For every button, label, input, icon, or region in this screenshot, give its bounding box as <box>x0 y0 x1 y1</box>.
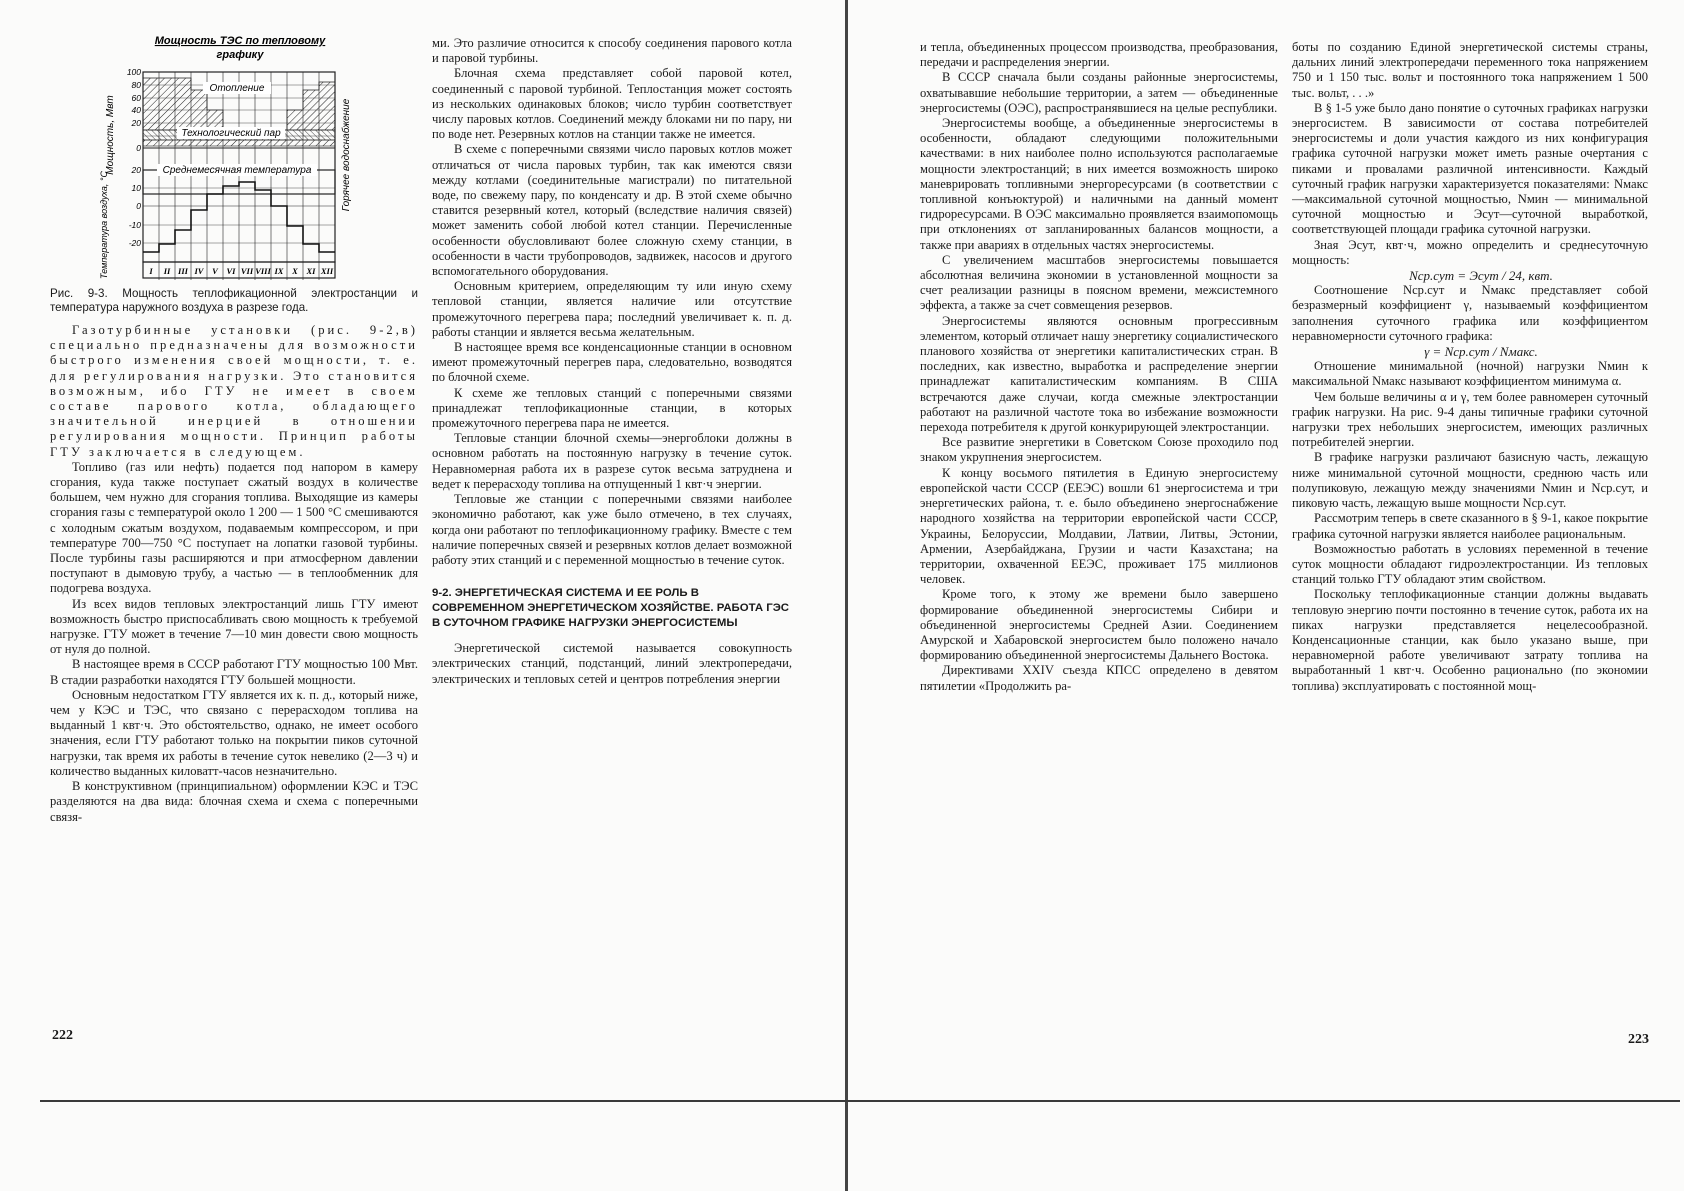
formula-avg-daily-power: Nср.сут = Эсут / 24, квт. <box>1409 268 1553 284</box>
temp-tick: 20 <box>131 165 141 175</box>
month-label: III <box>178 266 188 276</box>
paragraph: и тепла, объединенных процессом производства, преобразования, передачи и распределения энергии. <box>920 40 1278 70</box>
page-number-right: 223 <box>1628 1032 1649 1047</box>
paragraph: боты по созданию Единой энергетической системы страны, дальних линий электропередачи переменного тока напряжением 750 и 1 150 тыс. вольт и постоянного тока напряжением 1 500 тыс. вольт, . . .» <box>1292 40 1648 100</box>
month-label: VI <box>226 266 236 276</box>
paragraph: Энергосистемы являются основным прогрессивным элементом, который отличает нашу энергетику социалистического планового хозяйства от энергетики капиталистических стран. В последних, как известно, выработка и распределение энергии принадлежат капиталистическим компаниям. В США встречаются даже случаи, когда смежные электростанции работают на различной частоте тока во избежание возможности перехода потребителя к другой конкурирующей электростанции. <box>920 313 1278 435</box>
paragraph: Из всех видов тепловых электростанций лишь ГТУ имеют возможность быстро приспосабливать свою мощность к требуемой нагрузке. ГТУ может в течение 7—10 мин довести свою мощность от нуля до полной. <box>50 596 418 657</box>
temp-tick: -20 <box>128 238 141 248</box>
right-label-hot-water: Горячее водоснабжение <box>341 98 352 212</box>
month-label: VIII <box>255 266 271 276</box>
section-heading: 9-2. ЭНЕРГЕТИЧЕСКАЯ СИСТЕМА И ЕЕ РОЛЬ В СОВРЕМЕННОМ ЭНЕРГЕТИЧЕСКОМ ХОЗЯЙСТВЕ. РАБОТА ГЭС В СУТОЧНОМ ГРАФИКЕ НАГРУЗКИ ЭНЕРГОСИСТЕМЫ <box>432 587 790 630</box>
figure-caption <box>50 287 418 315</box>
power-tick: 40 <box>131 105 141 115</box>
month-label: II <box>163 266 171 276</box>
y-axis-power-label: Мощность, Мвт <box>105 95 116 175</box>
label-avg-temp: Среднемесячная температура <box>162 165 312 176</box>
figure-title-2: графику <box>216 49 264 61</box>
month-label: I <box>149 266 153 276</box>
paragraph: ми. Это различие относится к способу соединения парового котла и паровой турбины. <box>432 36 792 66</box>
label-heating: Отопление <box>209 83 265 94</box>
power-tick: 0 <box>136 143 141 153</box>
paragraph: Рассмотрим теперь в свете сказанного в § 9-1, какое покрытие графика суточной нагрузки является наиболее рациональным. <box>1292 511 1648 541</box>
hot-water-area <box>143 140 335 146</box>
y-axis-temp-label: Температура воздуха, °С <box>99 171 109 279</box>
month-label: IV <box>194 266 204 276</box>
power-tick: 20 <box>131 118 141 128</box>
paragraph: Кроме того, к этому же времени было завершено формирование объединенной энергосистемы Сибири и объединенной энергосистемы Средней Азии. Соединением Амурской и Хабаровской энергосистем было положено начало формированию объединенной энергосистемы Дальнего Востока. <box>920 587 1278 663</box>
paragraph: Энергосистемы вообще, а объединенные энергосистемы в особенности, обладают следующими положительными качествами: в них наиболее полно используются располагаемые мощности электростанций; в них имеется возможность широко маневрировать топливными энергоресурсами (в соответствии с топливной конъюктурой) и наличными на данный момент гидроресурсами. В ОЭС максимально проявляется взаимопомощь при отклонениях от запланированных балансов мощности, а также при авариях в отдельных частях энергосистемы. <box>920 116 1278 252</box>
paragraph: Тепловые станции блочной схемы—энергоблоки должны в основном работать на постоянную нагрузку в течение суток. Неравномерная работа их в разрезе суток весьма затруднена и ведет к перерасходу топлива на отпущенный 1 квт·ч энергии. <box>432 431 792 491</box>
caption-text: Рис. 9-3. Мощность теплофикационной электростанции и температура наружного воздуха в разрезе года. <box>50 287 418 314</box>
paragraph: В графике нагрузки различают базисную часть, лежащую ниже минимальной суточной мощности, среднюю часть или полупиковую, лежащую между значениями Nмин и Nср.сут, и пиковую часть, лежащую выше мощности Nср.сут. <box>1292 450 1648 511</box>
paragraph: Топливо (газ или нефть) подается под напором в камеру сгорания, куда также поступает сжатый воздух в количестве большем, чем нужно для сгорания топлива. Выходящие из камеры сгорания газы с температурой около 1 200 — 1 500 °С смешиваются с холодным сжатым воздухом, подаваемым компрессором, и при температуре 700—750 °С поступает на лопатки газовой турбины. После турбины газы расширяются и при атмосферном давлении поступают в дымовую трубу, а частью — в теплообменник для подогрева воздуха. <box>50 459 418 596</box>
paragraph: К схеме же тепловых станций с поперечными связями принадлежат теплофикационные станции, в которых промежуточного перегрева пара не имеется. <box>432 385 792 431</box>
paragraph: Соотношение Nср.сут и Nмакс представляет собой безразмерный коэффициент γ, называемый коэффициентом заполнения суточного графика или коэффициентом неравномерности суточного графика: <box>1292 283 1648 343</box>
paragraph: В схеме с поперечными связями число паровых котлов может отличаться от числа паровых турбин, так как имеются связи между котлами (соединительные магистрали) по питательной воде, по свежему пару, по конденсату и др. В этой схеме обычно ставится резервный котел, который (вследствие наличия связей) может заменить собой любой котел станции. Перечисленные особенности обусловливают более сложную схему станции, в особенности в части трубопроводов, задвижек, насосов и другого вспомогательного оборудования. <box>432 142 792 279</box>
page-number-left: 222 <box>52 1028 73 1043</box>
scan-edge-line <box>40 1100 1680 1102</box>
month-label: V <box>212 266 218 276</box>
power-tick: 100 <box>126 67 141 77</box>
paragraph: Основным недостатком ГТУ является их к. п. д., который ниже, чем у КЭС и ТЭС, что связано с перерасходом топлива на выданный 1 квт·ч. Это обстоятельство, однако, не имеет особого значения, если ГТУ работают только на покрытии пиков суточной нагрузки, так время их работы в течение суток невелико (2—3 ч) и количество выданных киловатт-часов незначительно. <box>50 687 418 778</box>
paragraph: Чем больше величины α и γ, тем более равномерен суточный график нагрузки. На рис. 9-4 даны типичные графики суточной нагрузки трех небольших энергосистем, имеющих различных потребителей энергии. <box>1292 389 1648 450</box>
right-column-2 <box>1292 40 1648 992</box>
paragraph: Тепловые же станции с поперечными связями наиболее экономично работают, как уже было отмечено, в тех случаях, когда они работают по теплофикационному графику. Вместе с тем наличие поперечных связей и резервных котлов делает возможной работу этих станций и с переменной мощностью в течение суток. <box>432 492 792 567</box>
right-page <box>848 0 1684 1191</box>
paragraph: С увеличением масштабов энергосистемы повышается абсолютная величина экономии в установленной мощности за счет реализации разницы в поясном времени, межсистемного эффекта, а также за счет совмещения резервов. <box>920 252 1278 313</box>
power-tick: 80 <box>131 80 141 90</box>
power-tick: 60 <box>131 93 141 103</box>
temp-tick: 10 <box>131 183 141 193</box>
paragraph: В СССР сначала были созданы районные энергосистемы, охватывавшие небольшие территории, а затем — объединенные энергосистемы (ОЭС), распространявшиеся на целые республики. <box>920 70 1278 115</box>
left-column-2 <box>432 36 792 976</box>
month-label: XII <box>320 266 334 276</box>
paragraph: Зная Эсут, квт·ч, можно определить и среднесуточную мощность: <box>1292 237 1648 267</box>
paragraph: Отношение минимальной (ночной) нагрузки Nмин к максимальной Nмакс называют коэффициентом минимума α. <box>1292 359 1648 389</box>
month-label: X <box>292 266 298 276</box>
temp-tick: 0 <box>136 201 141 211</box>
paragraph: Блочная схема представляет собой паровой котел, соединенный с паровой турбиной. Теплостанция может состоять из нескольких одинаковых блоков; число турбин соответствует числу паровых котлов. Соединений между блоками ни по пару, ни по воде нет. Резервных котлов на станции также не имеется. <box>432 66 792 142</box>
paragraph: Поскольку теплофикационные станции должны выдавать тепловую энергию почти постоянно в течение суток, работа их на пиках нагрузки представляется нецелесообразной. Конденсационные станции, как было указано выше, при неравномерной работе увеличивают затрату топлива на выработанный 1 квт·ч. Особенно рационально (по экономии топлива) эксплуатировать с постоянной мощ- <box>1292 587 1648 693</box>
formula-gamma: γ = Nср.сут / Nмакс. <box>1424 344 1538 360</box>
paragraph <box>50 323 418 460</box>
paragraph: Основным критерием, определяющим ту или иную схему тепловой станции, является наличие или отсутствие промежуточного перегрева пара; последний увеличивает к. п. д. работы станции и является весьма желательным. <box>432 279 792 339</box>
paragraph: К концу восьмого пятилетия в Единую энергосистему европейской части СССР (ЕЕЭС) вошли 61 энергосистема и три энергетических района, т. е. было объединено энергоснабжение народного хозяйства на территории европейской части СССР, Украины, Белоруссии, Молдавии, Латвии, Литвы, Эстонии, Армении, Азербайджана, Грузии и части Казахстана; на территории, охваченной ЕЕЭС, проживает 175 миллионов человек. <box>920 465 1278 587</box>
temp-tick: -10 <box>128 220 141 230</box>
right-column-1 <box>920 40 1278 992</box>
paragraph: Энергетической системой называется совокупность электрических станций, подстанций, линий электропередачи, электрических и тепловых сетей и центров потребления энергии <box>432 641 792 686</box>
paragraph: Возможностью работать в условиях переменной в течение суток мощности обладают гидроэлектростанции. Из тепловых станций только ГТУ обладают этим свойством. <box>1292 541 1648 587</box>
figure-9-3 <box>85 30 375 280</box>
paragraph: В § 1-5 уже было дано понятие о суточных графиках нагрузки энергосистем. В зависимости от состава потребителей энергосистемы и доли участия каждого из них конфигурация графика суточной нагрузки может иметь разные очертания с пиками и провалами различной интенсивности. Каждый суточный график нагрузки характеризуется показателями: Nмакс—максимальной суточной мощностью, Nмин — минимальной суточной мощностью и Эсут—суточной выработкой, соответствующей площади графика суточной нагрузки. <box>1292 100 1648 237</box>
paragraph: Директивами XXIV съезда КПСС определено в девятом пятилетии «Продолжить ра- <box>920 663 1278 693</box>
month-label: XI <box>306 266 316 276</box>
paragraph-text: Газотурбинные установки (рис. 9-2,в) специально предназначены для возможности быстрого изменения своей мощности, т. е. для регулирования нагрузки. Это становится возможным, ибо ГТУ не имеет в своем составе парового котла, обладающего значительной инерцией в отношении регулирования мощности. Принцип работы ГТУ заключается в следующем. <box>50 323 418 459</box>
paragraph: В настоящее время все конденсационные станции в основном имеют промежуточный перегрев пара, следовательно, возводятся по блочной схеме. <box>432 340 792 385</box>
label-tech-steam: Технологический пар <box>181 128 281 139</box>
month-label: VII <box>240 266 254 276</box>
paragraph: В настоящее время в СССР работают ГТУ мощностью 100 Мвт. В стадии разработки находятся ГТУ большей мощности. <box>50 657 418 687</box>
left-column-1 <box>50 323 418 975</box>
figure-title-1: Мощность ТЭС по тепловому <box>154 35 326 47</box>
month-label: IX <box>274 266 284 276</box>
paragraph: В конструктивном (принципиальном) оформлении КЭС и ТЭС разделяются на два вида: блочная схема и схема с поперечными связя- <box>50 779 418 824</box>
paragraph: Все развитие энергетики в Советском Союзе проходило под знаком укрупнения энергосистем. <box>920 435 1278 465</box>
